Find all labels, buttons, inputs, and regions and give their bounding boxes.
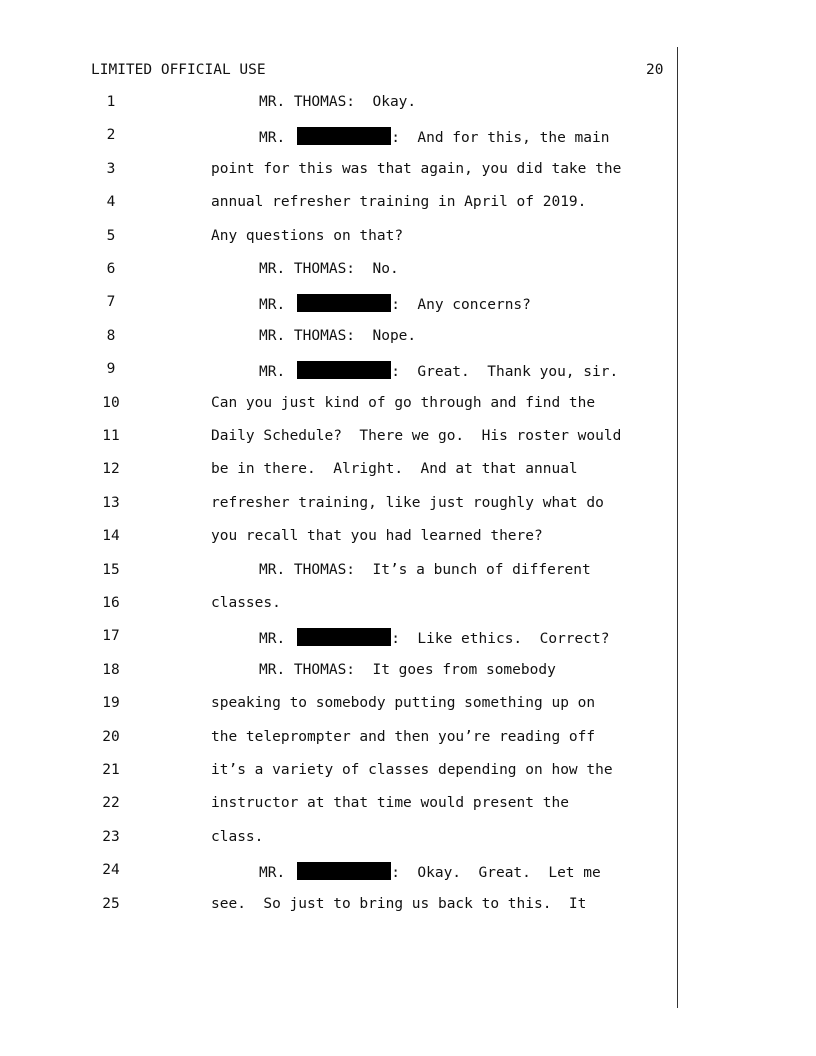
line-text: [211, 228, 403, 244]
line-text: [211, 595, 281, 611]
line-text-segment: Any questions on that?: [211, 227, 404, 244]
line-text-segment: Can you just kind of go through and find the: [211, 394, 596, 411]
line-number: 16: [102, 595, 120, 611]
line-text-segment: MR.: [259, 865, 286, 882]
line-number: 20: [102, 728, 120, 745]
line-number: 6: [106, 261, 116, 277]
transcript-line: [0, 361, 680, 381]
line-text-segment: MR.: [259, 364, 286, 381]
line-number: 10: [102, 394, 120, 411]
redaction-bar: [297, 628, 391, 646]
line-text: [259, 662, 556, 678]
line-text: [211, 428, 621, 444]
line-number: 11: [102, 428, 120, 444]
line-text: [211, 695, 595, 711]
line-number: 14: [102, 528, 120, 545]
line-number: 21: [102, 762, 120, 778]
redaction-bar: [297, 862, 391, 880]
line-number: 1: [106, 94, 116, 110]
line-text-segment: : Great. Thank you, sir.: [391, 364, 619, 381]
line-number: 18: [102, 661, 120, 678]
transcript-line: [0, 161, 680, 181]
transcript-line: [0, 595, 680, 615]
line-text-segment: see. So just to bring us back to this. It: [211, 895, 587, 912]
transcript-line: [0, 562, 680, 582]
line-text: [259, 328, 416, 344]
line-number: 22: [102, 795, 120, 812]
line-number: 17: [102, 628, 120, 645]
line-text: [259, 628, 609, 647]
transcript-line: [0, 762, 680, 782]
page-number: 20: [646, 62, 664, 78]
line-text: [211, 495, 604, 511]
line-text-segment: the teleprompter and then you’re reading off: [211, 728, 596, 745]
line-number: 15: [102, 561, 120, 578]
transcript-line: [0, 662, 680, 682]
line-number: 2: [106, 127, 116, 144]
line-text-segment: be in there. Alright. And at that annual: [211, 461, 578, 478]
transcript-line: [0, 228, 680, 248]
line-number: 4: [106, 194, 116, 211]
line-text: [259, 361, 618, 380]
line-text-segment: MR. THOMAS: Okay.: [259, 94, 417, 110]
line-number: 8: [106, 327, 116, 344]
line-text-segment: classes.: [211, 595, 281, 611]
transcript-line: [0, 428, 680, 448]
transcript-line: [0, 294, 680, 314]
line-text-segment: MR.: [259, 130, 286, 147]
transcript-line: [0, 461, 680, 481]
line-number: 9: [106, 361, 116, 378]
line-text: [211, 762, 613, 778]
line-text-segment: you recall that you had learned there?: [211, 528, 543, 545]
line-text: [259, 127, 609, 146]
classification-header: LIMITED OFFICIAL USE: [91, 62, 266, 78]
transcript-line: [0, 896, 680, 916]
line-text: [259, 862, 601, 881]
line-number: 25: [102, 895, 120, 912]
line-text: [259, 294, 531, 313]
transcript-line: [0, 395, 680, 415]
transcript-line: [0, 261, 680, 281]
line-text-segment: instructor at that time would present the: [211, 795, 569, 812]
line-text-segment: : Okay. Great. Let me: [391, 865, 601, 882]
line-text: [211, 395, 595, 411]
line-text: [211, 161, 621, 177]
transcript-line: [0, 194, 680, 214]
line-text-segment: MR. THOMAS: It goes from somebody: [259, 661, 556, 678]
line-text-segment: speaking to somebody putting something up on: [211, 695, 596, 712]
line-number: 23: [102, 828, 120, 845]
transcript-line: [0, 829, 680, 849]
transcript-line: [0, 862, 680, 882]
line-text-segment: point for this was that again, you did take the: [211, 160, 622, 177]
line-text: [211, 729, 595, 745]
line-number: 19: [102, 695, 120, 712]
line-text: [259, 94, 416, 110]
line-number: 5: [106, 227, 116, 244]
line-text-segment: : And for this, the main: [391, 130, 610, 147]
line-text-segment: MR. THOMAS: Nope.: [259, 327, 417, 344]
line-text: [211, 194, 586, 210]
line-text-segment: class.: [211, 828, 264, 845]
transcript-line: [0, 495, 680, 515]
transcript-line: [0, 628, 680, 648]
line-text-segment: refresher training, like just roughly what do: [211, 494, 604, 511]
line-text: [211, 795, 569, 811]
transcript-line: [0, 127, 680, 147]
line-number: 3: [106, 160, 116, 177]
transcript-line: [0, 94, 680, 114]
line-text: [259, 261, 399, 277]
line-number: 12: [102, 461, 120, 478]
transcript-line: [0, 695, 680, 715]
line-text: [211, 461, 578, 477]
line-text-segment: : Any concerns?: [391, 297, 531, 314]
transcript-line: [0, 729, 680, 749]
line-number: 7: [106, 294, 116, 311]
transcript-line: [0, 528, 680, 548]
line-text-segment: annual refresher training in April of 2019.: [211, 194, 587, 211]
line-number: 24: [102, 862, 120, 879]
line-text-segment: : Like ethics. Correct?: [391, 631, 610, 648]
line-text-segment: MR. THOMAS: It’s a bunch of different: [259, 561, 591, 578]
redaction-bar: [297, 127, 391, 145]
line-text-segment: MR. THOMAS: No.: [259, 261, 399, 277]
line-text: [211, 829, 263, 845]
transcript-line: [0, 795, 680, 815]
line-text-segment: MR.: [259, 631, 286, 648]
line-text: [211, 896, 586, 912]
line-text-segment: Daily Schedule? There we go. His roster would: [211, 428, 622, 444]
line-text: [259, 562, 591, 578]
line-text: [211, 528, 543, 544]
line-text-segment: MR.: [259, 297, 286, 314]
line-text-segment: it’s a variety of classes depending on how the: [211, 762, 613, 778]
line-number: 13: [102, 494, 120, 511]
redaction-bar: [297, 361, 391, 379]
redaction-bar: [297, 294, 391, 312]
transcript-line: [0, 328, 680, 348]
